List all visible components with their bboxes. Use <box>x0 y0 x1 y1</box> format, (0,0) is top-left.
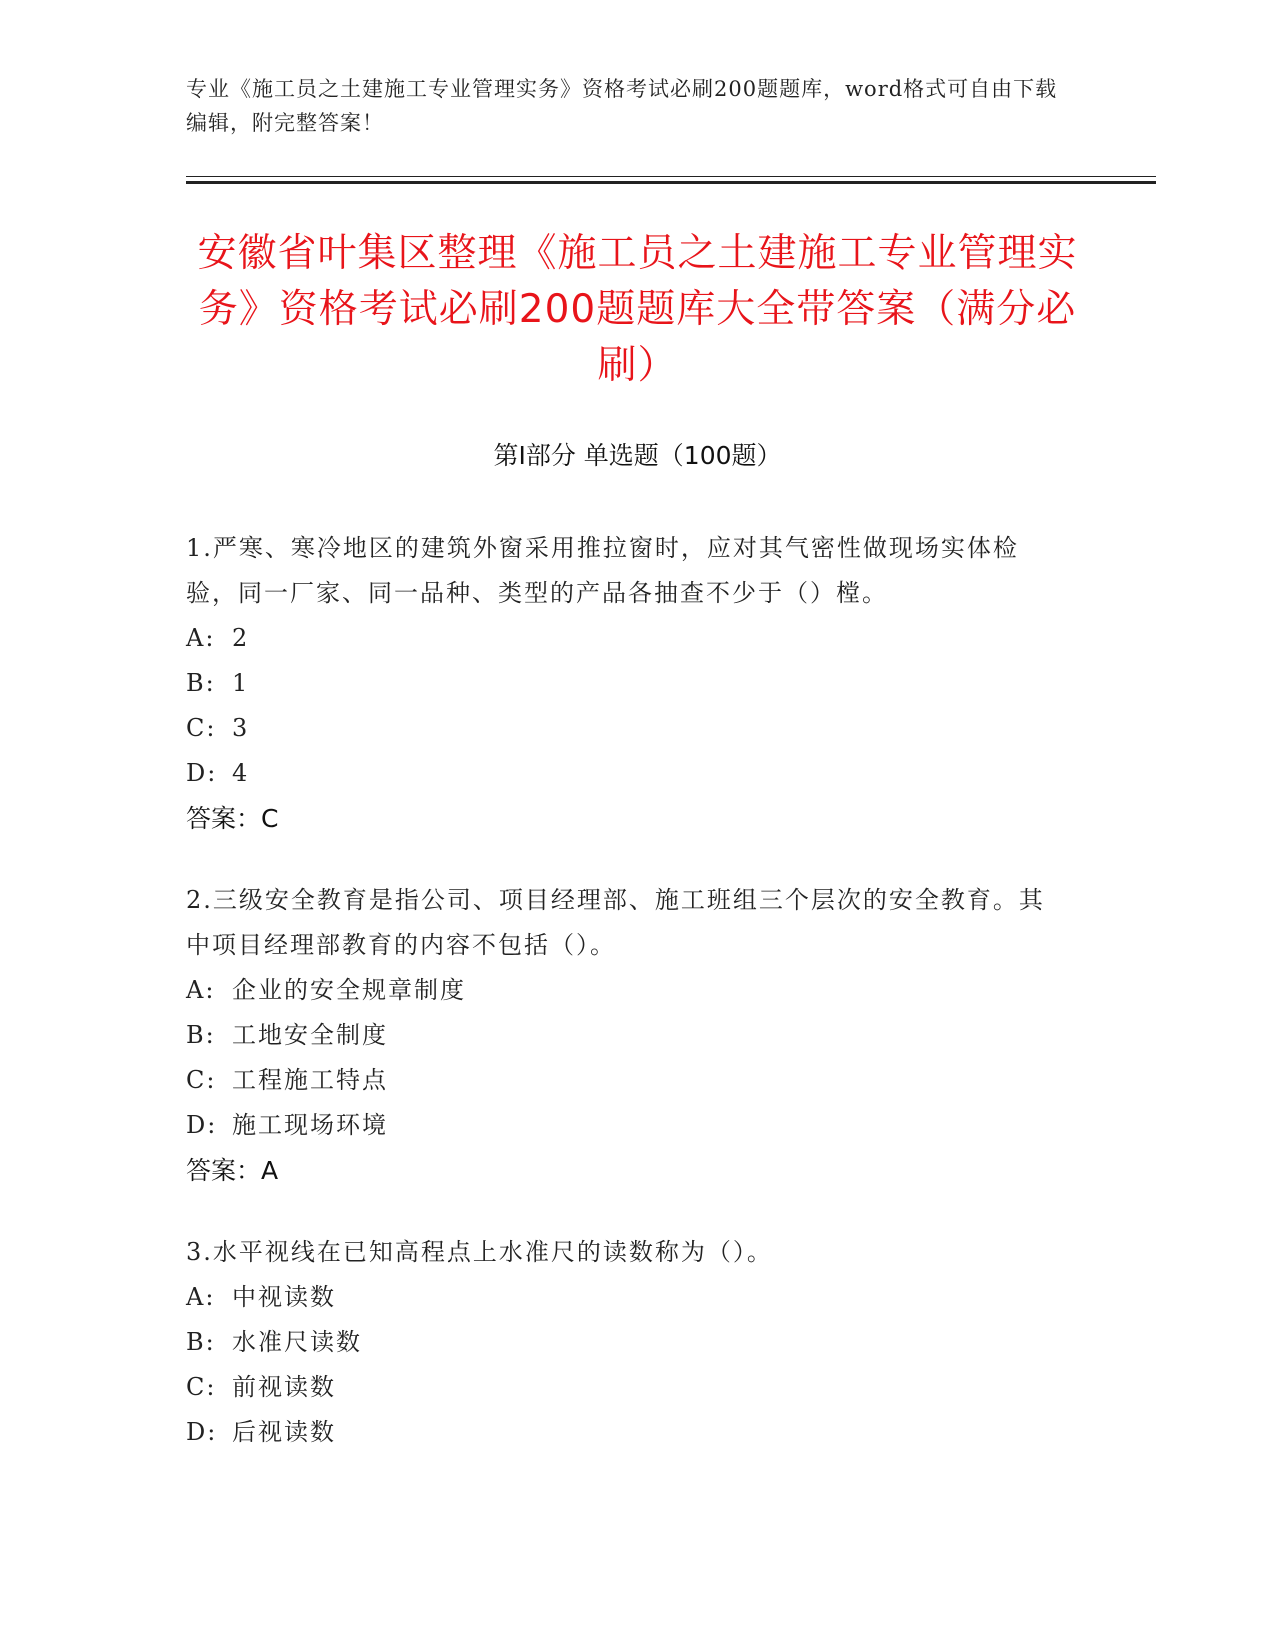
option-text: 3 <box>232 714 250 742</box>
option-d <box>186 751 1066 796</box>
option-d <box>186 1410 1066 1455</box>
option-key: B: <box>186 1021 216 1049</box>
option-text: 水准尺读数 <box>232 1328 362 1356</box>
option-key: B: <box>186 1328 216 1356</box>
answer-line: 答案：A <box>186 1156 279 1185</box>
option-text: 后视读数 <box>232 1418 336 1446</box>
option-key: B: <box>186 669 216 697</box>
option-text: 4 <box>232 759 250 787</box>
option-a <box>186 616 1066 661</box>
answer-line: 答案：C <box>186 804 279 833</box>
question-2 <box>186 878 1066 1193</box>
option-b <box>186 1013 1066 1058</box>
option-a <box>186 968 1066 1013</box>
question-stem: 1.严寒、寒冷地区的建筑外窗采用推拉窗时，应对其气密性做现场实体检验，同一厂家、同一品种、类型的产品各抽查不少于（）樘。 <box>186 534 1019 607</box>
option-text: 施工现场环境 <box>232 1111 388 1139</box>
option-key: A: <box>186 624 216 652</box>
section-title: 第I部分 单选题（100题） <box>493 441 782 470</box>
document-title: 安徽省叶集区整理《施工员之土建施工专业管理实务》资格考试必刷200题题库大全带答案（满分必刷） <box>197 231 1078 388</box>
option-b <box>186 661 1066 706</box>
option-text: 前视读数 <box>232 1373 336 1401</box>
option-key: D: <box>186 1111 218 1139</box>
option-text: 2 <box>232 624 250 652</box>
option-key: D: <box>186 1418 218 1446</box>
option-c <box>186 1365 1066 1410</box>
option-key: A: <box>186 976 216 1004</box>
option-a <box>186 1275 1066 1320</box>
option-key: A: <box>186 1283 216 1311</box>
header-note: 专业《施工员之土建施工专业管理实务》资格考试必刷200题题库，word格式可自由下载编辑，附完整答案！ <box>186 77 1058 135</box>
question-list <box>186 526 1066 1492</box>
question-stem: 3.水平视线在已知高程点上水准尺的读数称为（）。 <box>186 1238 773 1266</box>
question-3 <box>186 1230 1066 1455</box>
header-rule-thick <box>186 181 1156 184</box>
option-key: C: <box>186 1373 217 1401</box>
option-c <box>186 706 1066 751</box>
question-1 <box>186 526 1066 841</box>
option-key: C: <box>186 1066 217 1094</box>
option-c <box>186 1058 1066 1103</box>
option-key: C: <box>186 714 217 742</box>
option-text: 企业的安全规章制度 <box>232 976 466 1004</box>
option-d <box>186 1103 1066 1148</box>
question-stem: 2.三级安全教育是指公司、项目经理部、施工班组三个层次的安全教育。其中项目经理部教育的内容不包括（）。 <box>186 886 1045 959</box>
option-text: 中视读数 <box>232 1283 336 1311</box>
option-key: D: <box>186 759 218 787</box>
option-text: 1 <box>232 669 250 697</box>
option-text: 工地安全制度 <box>232 1021 388 1049</box>
option-text: 工程施工特点 <box>232 1066 388 1094</box>
option-b <box>186 1320 1066 1365</box>
header-rule-thin <box>186 176 1156 177</box>
